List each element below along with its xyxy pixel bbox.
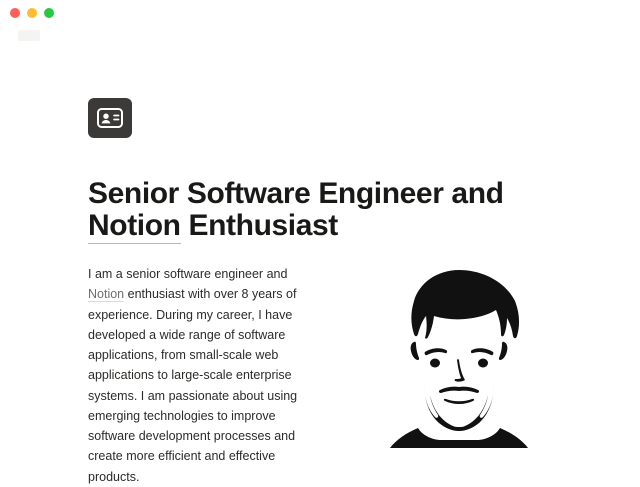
traffic-lights [10,8,54,18]
page-canvas [0,46,640,484]
paragraph-notion-link[interactable]: Notion [88,287,125,302]
page-title-link[interactable]: Notion [88,209,181,243]
maximize-window-button[interactable] [44,8,54,18]
chrome-divider [0,26,640,27]
paragraph-text-before: I am a senior software engineer and [88,267,288,282]
window-title-bar [0,0,640,26]
page-paragraph [88,264,316,487]
close-window-button[interactable] [10,8,20,18]
page-title-text-before: Senior Software Engineer and [88,177,504,210]
minimize-window-button[interactable] [27,8,37,18]
portrait-illustration [378,268,540,448]
contact-card-icon[interactable] [88,98,132,138]
toolbar-placeholder[interactable] [18,30,40,41]
page-title [88,178,543,242]
paragraph-text-after: enthusiast with over 8 years of experience. During my career, I have developed a wide range of software applications, from small-scale web applications to large-scale enterprise systems. I am passionate about using emerging technologies to improve software development processes and create more efficient and effective products. [88,287,298,484]
page-title-text-after: Enthusiast [180,209,338,243]
